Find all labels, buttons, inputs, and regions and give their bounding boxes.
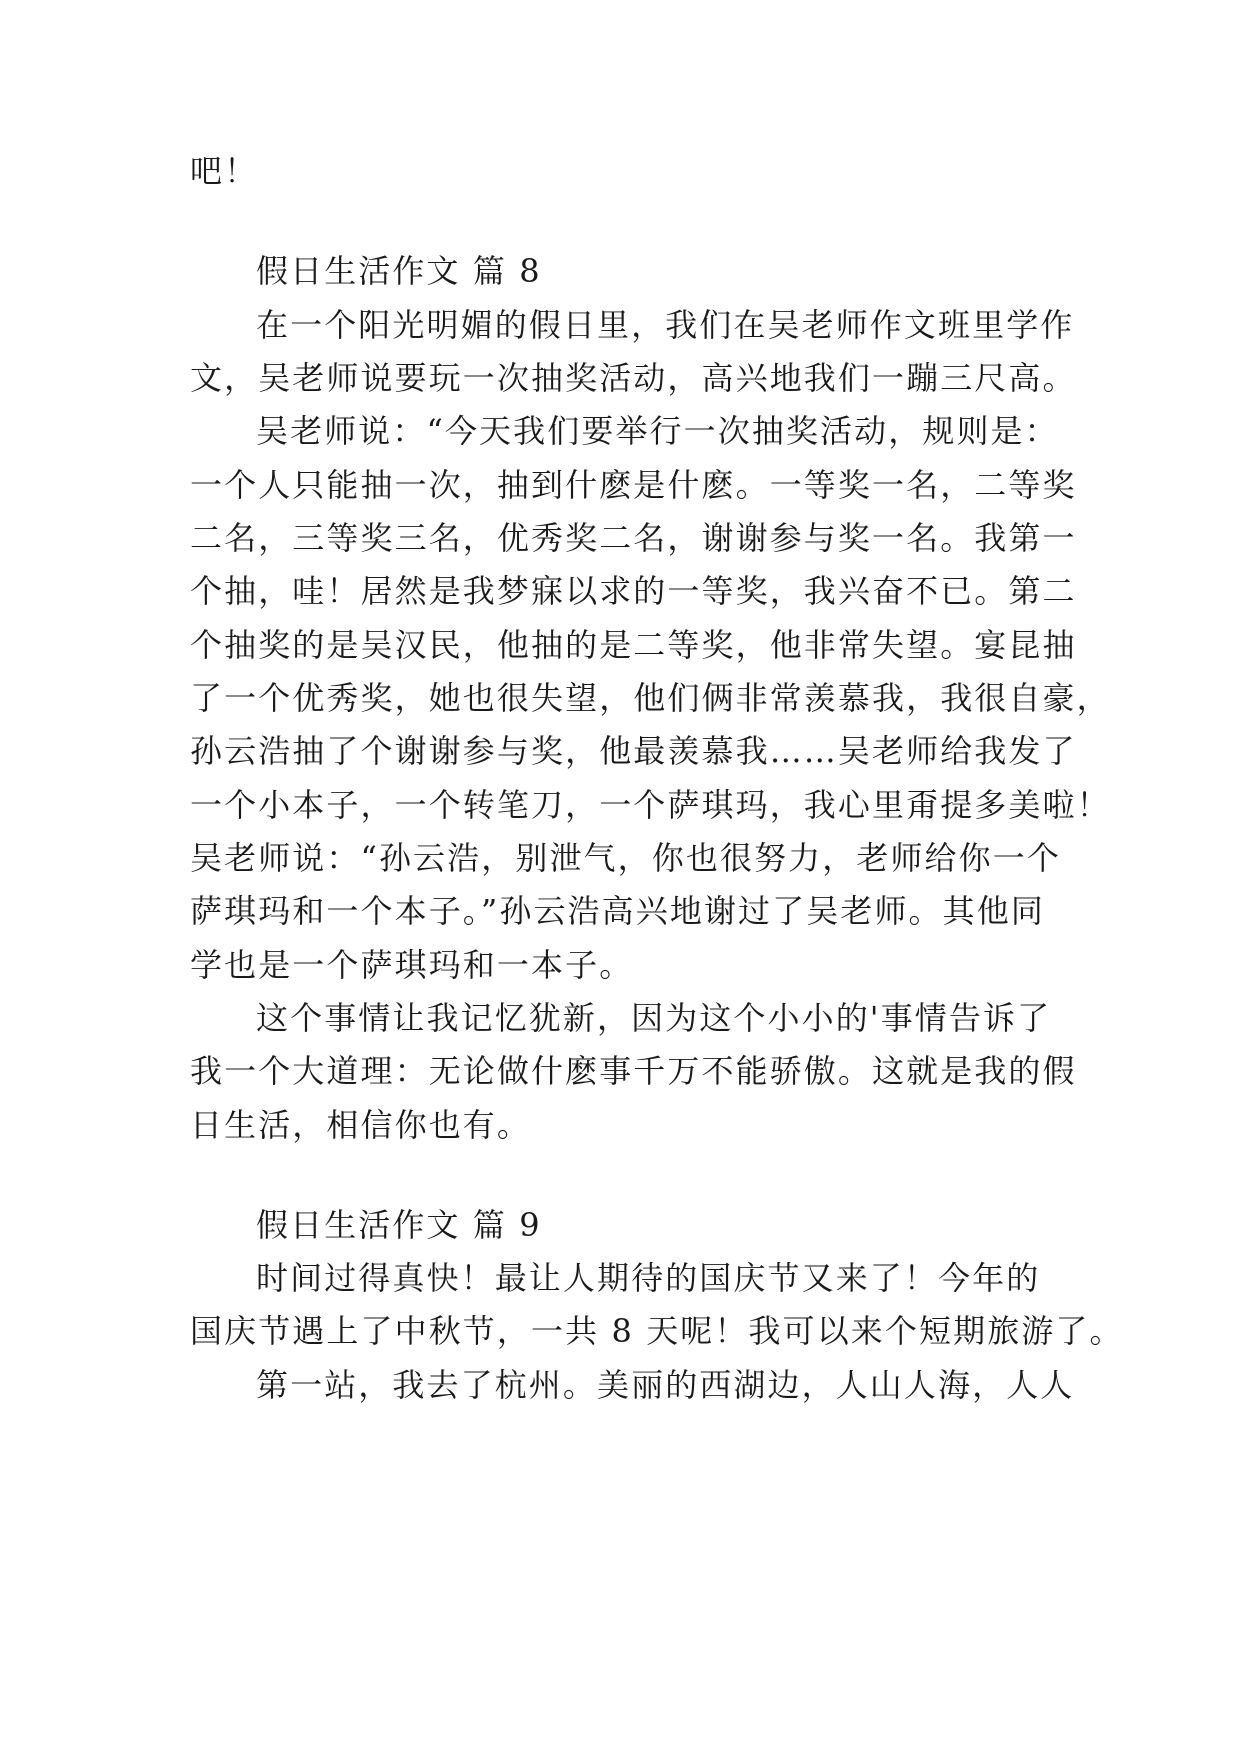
paragraph-line: 一个人只能抽一次，抽到什麽是什麽。一等奖一名，二等奖 (190, 466, 1077, 504)
paragraph-line: 了一个优秀奖，她也很失望，他们俩非常羡慕我，我很自豪， (190, 679, 1111, 717)
paragraph-line: 萨琪玛和一个本子。”孙云浩高兴地谢过了吴老师。其他同 (190, 892, 1045, 930)
paragraph-line: 个抽，哇！居然是我梦寐以求的一等奖，我兴奋不已。第二 (190, 572, 1077, 610)
paragraph-line: 第一站，我去了杭州。美丽的西湖边，人山人海，人人 (256, 1366, 1075, 1404)
paragraph-line: 吴老师说：“孙云浩，别泄气，你也很努力，老师给你一个 (190, 839, 1061, 877)
paragraph-line: 孙云浩抽了个谢谢参与奖，他最羡慕我……吴老师给我发了 (190, 732, 1077, 770)
paragraph-line: 二名，三等奖三名，优秀奖二名，谢谢参与奖一名。我第一 (190, 519, 1077, 557)
paragraph-line: 学也是一个萨琪玛和一本子。 (190, 946, 634, 984)
paragraph-line: 日生活，相信你也有。 (190, 1106, 532, 1144)
paragraph-line: 文，吴老师说要玩一次抽奖活动，高兴地我们一蹦三尺高。 (190, 359, 1077, 397)
paragraph-line: 吧！ (190, 152, 259, 190)
paragraph-line: 这个事情让我记忆犹新，因为这个小小的'事情告诉了 (256, 999, 1052, 1037)
paragraph-line: 吴老师说：“今天我们要举行一次抽奖活动，规则是： (256, 412, 1059, 450)
section-heading: 假日生活作文 篇 9 (256, 1206, 542, 1244)
paragraph-line: 个抽奖的是吴汉民，他抽的是二等奖，他非常失望。宴昆抽 (190, 626, 1077, 664)
paragraph-line: 时间过得真快！最让人期待的国庆节又来了！今年的 (256, 1259, 1041, 1297)
paragraph-line: 国庆节遇上了中秋节，一共 8 天呢！我可以来个短期旅游了。 (190, 1312, 1124, 1350)
paragraph-line: 在一个阳光明媚的假日里，我们在吴老师作文班里学作 (256, 306, 1075, 344)
section-heading: 假日生活作文 篇 8 (256, 252, 542, 290)
paragraph-line: 我一个大道理：无论做什麽事千万不能骄傲。这就是我的假 (190, 1052, 1077, 1090)
paragraph-line: 一个小本子，一个转笔刀，一个萨琪玛，我心里甭提多美啦！ (190, 786, 1111, 824)
